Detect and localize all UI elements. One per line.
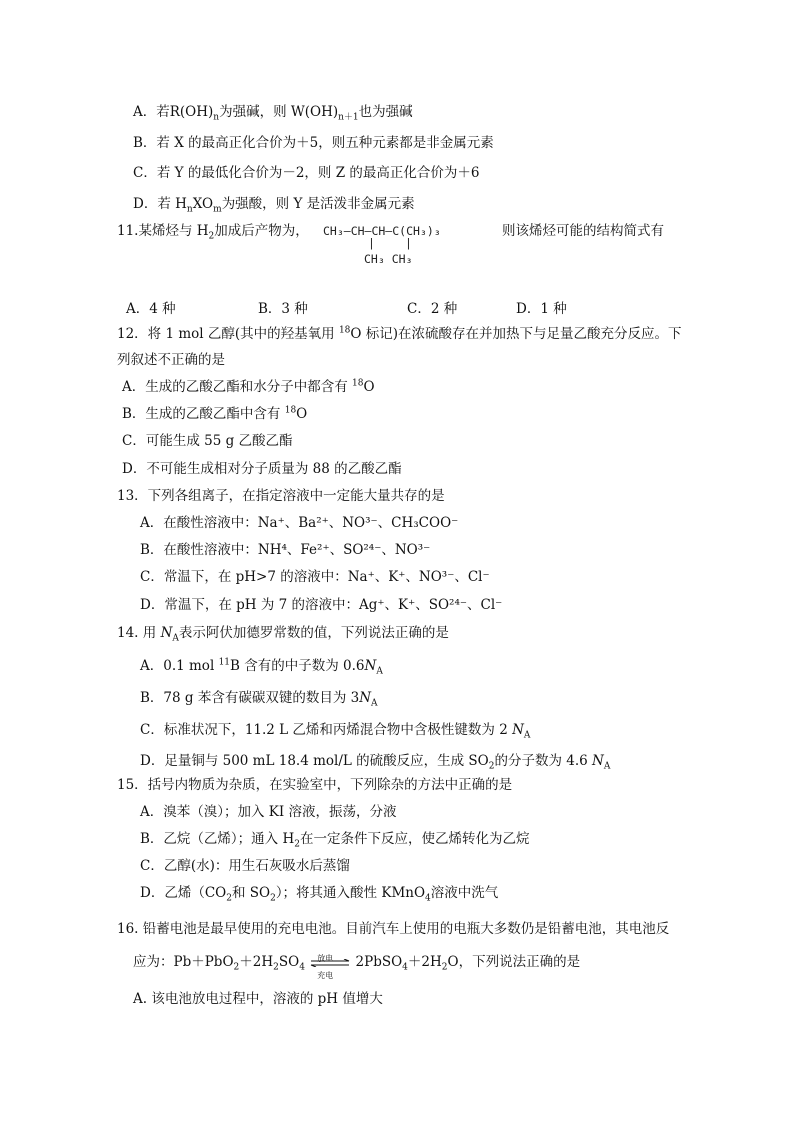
q11-stem-end: 则该烯烃可能的结构简式有: [502, 223, 664, 239]
q12-stem-line-2: 列叙述不正确的是: [117, 352, 225, 368]
q11-option-d: D．1 种: [516, 301, 567, 317]
q16-stem-line-2: 应为：$Pb+PbO_2+2H_2SO_4$ 放电 充电 $2PbSO_4+2H_2O$，下列说法正确的是: [133, 953, 580, 972]
q14-stem: 14. 用 $N_A$表示阿伏加德罗常数的值，下列说法正确的是: [117, 625, 449, 644]
q16-option-a: A. 该电池放电过程中，溶液的 pH 值增大: [133, 991, 383, 1007]
q13-option-a: A．在酸性溶液中：Na⁺、Ba²⁺、NO³⁻、CH₃COO⁻: [140, 515, 459, 531]
q12-option-b: B．生成的乙酸乙酯中含有 $^{18}$O: [122, 405, 308, 422]
q11-structure-bond-1: |: [368, 236, 375, 250]
arrow-label-charge: 充电: [317, 970, 334, 980]
q12-option-d: D．不可能生成相对分子质量为 88 的乙酸乙酯: [122, 461, 402, 477]
q11-structure-bond-2: |: [405, 236, 412, 250]
q15-option-d: D．乙烯（$CO_2$和 $SO_2$）；将其通入酸性 KMnO$_4$溶液中洗气: [140, 885, 499, 904]
q14-option-b: B．78 g 苯含有碳碳双键的数目为 $3N_A$: [140, 690, 378, 709]
arrow-label-discharge: 放电: [317, 953, 334, 963]
q14-option-c: C．标准状况下，11.2 L 乙烯和丙烯混合物中含极性键数为 2 $N_A$: [140, 722, 531, 741]
q16-stem-line-1: 16. 铅蓄电池是最早使用的充电电池。目前汽车上使用的电瓶大多数仍是铅蓄电池，其电池反: [117, 921, 670, 937]
q13-option-c: C．常温下，在 pH>7 的溶液中：Na⁺、K⁺、NO³⁻、Cl⁻: [140, 569, 490, 585]
q14-option-d: D．足量铜与 500 mL 18.4 mol/L 的硫酸反应，生成 $SO_2$的分子数为 4.6 $N_A$: [140, 753, 611, 772]
q11-option-c: C．2 种: [407, 301, 458, 317]
q10-option-d: D．若 $H_nXO_m$为强酸，则 Y 是活泼非金属元素: [133, 196, 415, 215]
q10-option-c: C．若 Y 的最低化合价为－2，则 Z 的最高正化合价为＋6: [133, 165, 480, 181]
q11-structure-substituents: CH₃ CH₃: [364, 252, 413, 266]
q13-option-d: D．常温下，在 pH 为 7 的溶液中：Ag⁺、K⁺、SO²⁴⁻、Cl⁻: [140, 597, 503, 613]
q12-option-c: C．可能生成 55 g 乙酸乙酯: [122, 433, 293, 449]
q10-option-a: A．若$R(OH)_n$为强碱，则 $W(OH)_{n+1}$也为强碱: [133, 104, 413, 123]
q11-option-b: B．3 种: [258, 301, 308, 317]
q13-stem: 13．下列各组离子，在指定溶液中一定能大量共存的是: [117, 488, 445, 504]
q13-option-b: B．在酸性溶液中：NH⁴、Fe²⁺、SO²⁴⁻、NO³⁻: [140, 542, 431, 558]
q11-option-a: A．4 种: [126, 301, 176, 317]
q14-option-a: A．0.1 mol $^{11}$B 含有的中子数为 $0.6N_A$: [140, 657, 383, 677]
q10-option-b: B．若 X 的最高正化合价为＋5，则五种元素都是非金属元素: [133, 135, 494, 151]
q15-option-b: B．乙烷（乙烯）；通入 $H_2$在一定条件下反应，使乙烯转化为乙烷: [140, 831, 530, 850]
q12-option-a: A．生成的乙酸乙酯和水分子中都含有 $^{18}$O: [122, 378, 375, 395]
reversible-arrow-icon: [309, 959, 351, 967]
q15-stem: 15．括号内物质为杂质，在实验室中，下列除杂的方法中正确的是: [117, 777, 513, 793]
reversible-arrow: [309, 953, 351, 980]
q11-structure-main: CH₃—CH—CH—C(CH₃)₃: [323, 224, 441, 238]
q12-stem-line-1: 12．将 1 mol 乙醇(其中的羟基氧用 $^{18}$O 标记)在浓硫酸存在并加热下与足量乙酸充分反应。下: [117, 325, 682, 342]
q11-stem: 11.某烯烃与 $H_2$加成后产物为，: [117, 223, 309, 242]
q15-option-c: C．乙醇(水)：用生石灰吸水后蒸馏: [140, 858, 350, 874]
q15-option-a: A．溴苯（溴）；加入 KI 溶液，振荡，分液: [140, 804, 397, 820]
